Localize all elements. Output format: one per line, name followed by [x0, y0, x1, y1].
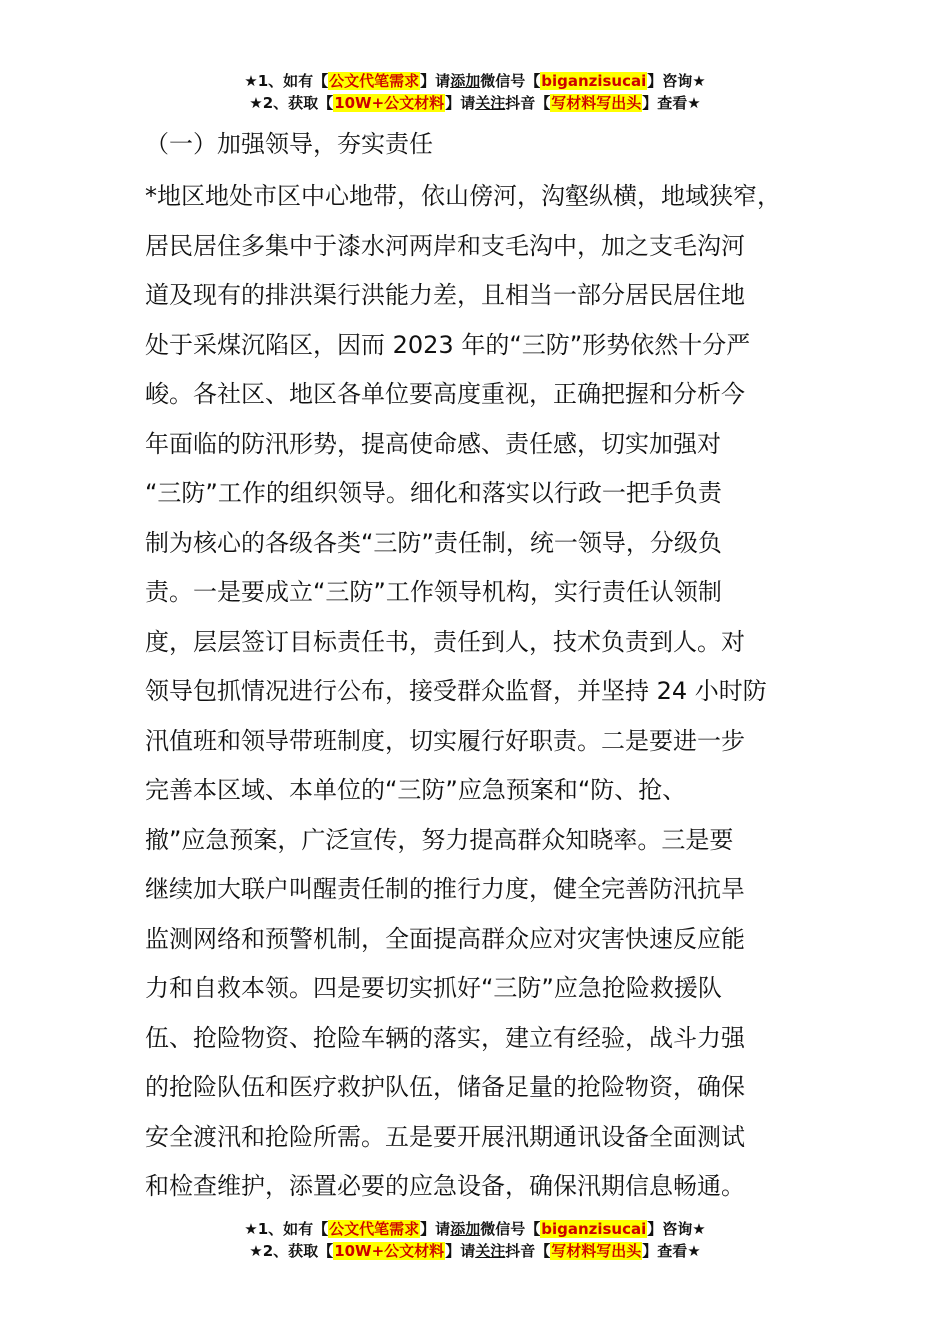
banner-highlight: 公文代笔需求 — [329, 1220, 420, 1238]
paragraph-line: 道及现有的排洪渠行洪能力差，且相当一部分居民居住地 — [145, 281, 745, 309]
paragraph-line: 领导包抓情况进行公布，接受群众监督，并坚持 24 小时防 — [145, 677, 767, 705]
paragraph-line: 制为核心的各级各类“三防”责任制，统一领导，分级负 — [145, 528, 722, 557]
paragraph-line: 年面临的防汛形势，提高使命感、责任感，切实加强对 — [145, 429, 721, 458]
banner-text: ★2、获取【 — [249, 1242, 334, 1260]
banner-highlight: 写材料写出头 — [551, 1242, 642, 1260]
paragraph-line: 度，层层签订目标责任书，责任到人，技术负责到人。对 — [145, 627, 745, 656]
section-heading: （一）加强领导，夯实责任 — [145, 130, 433, 158]
banner-highlight: 公文代笔需求 — [329, 72, 420, 90]
banner-line-2 — [0, 92, 950, 114]
banner-highlight: biganzisucai — [541, 72, 647, 90]
paragraph-line: 安全渡汛和抢险所需。五是要开展汛期通讯设备全面测试 — [145, 1122, 745, 1151]
document-body — [145, 122, 835, 1212]
banner-text: ★1、如有【 — [244, 72, 329, 90]
paragraph-line: *地区地处市区中心地带，依山傍河，沟壑纵横，地域狭窄， — [145, 182, 781, 210]
banner-highlight: biganzisucai — [541, 1220, 647, 1238]
paragraph-line: 伍、抢险物资、抢险车辆的落实，建立有经验，战斗力强 — [145, 1023, 745, 1052]
paragraph-line: 完善本区域、本单位的“三防”应急预案和“防、抢、 — [145, 776, 687, 804]
banner-underlined-text: 关注 — [475, 1242, 506, 1260]
banner-text: 】请 — [420, 72, 451, 90]
banner-text: 抖音【 — [505, 94, 551, 112]
banner-text: 】请 — [420, 1220, 451, 1238]
paragraph-line: 撤”应急预案，广泛宣传，努力提高群众知晓率。三是要 — [145, 825, 734, 854]
paragraph-line: “三防”工作的组织领导。细化和落实以行政一把手负责 — [145, 479, 722, 507]
paragraph-line: 居民居住多集中于漆水河两岸和支毛沟中，加之支毛沟河 — [145, 231, 745, 260]
banner-highlight: 10W+公文材料 — [334, 1242, 445, 1260]
paragraph-line: 峻。各社区、地区各单位要高度重视，正确把握和分析今 — [145, 380, 745, 408]
paragraph — [145, 172, 835, 1212]
banner-underlined-text: 添加 — [450, 72, 481, 90]
banner-text: ★1、如有【 — [244, 1220, 329, 1238]
banner-line-1 — [0, 1218, 950, 1240]
paragraph-line: 责。一是要成立“三防”工作领导机构，实行责任认领制 — [145, 578, 722, 606]
banner-text: 】查看★ — [642, 1242, 701, 1260]
banner-highlight: 写材料写出头 — [551, 94, 642, 112]
paragraph-line: 汛值班和领导带班制度，切实履行好职责。二是要进一步 — [145, 726, 745, 755]
banner-text: 】咨询★ — [647, 1220, 706, 1238]
banner-text: 微信号【 — [480, 1220, 541, 1238]
paragraph-line: 处于采煤沉陷区，因而 2023 年的“三防”形势依然十分严 — [145, 330, 751, 359]
banner-line-1 — [0, 70, 950, 92]
paragraph-line: 监测网络和预警机制，全面提高群众应对灾害快速反应能 — [145, 924, 745, 953]
banner-text: 】请 — [445, 1242, 476, 1260]
paragraph-line: 和检查维护，添置必要的应急设备，确保汛期信息畅通。 — [145, 1172, 745, 1200]
banner-highlight: 10W+公文材料 — [334, 94, 445, 112]
paragraph-line: 的抢险队伍和医疗救护队伍，储备足量的抢险物资，确保 — [145, 1073, 745, 1101]
banner-line-2 — [0, 1240, 950, 1262]
banner-text: 】查看★ — [642, 94, 701, 112]
banner-text: 】咨询★ — [647, 72, 706, 90]
banner-text: 】请 — [445, 94, 476, 112]
banner-text: 抖音【 — [505, 1242, 551, 1260]
banner-underlined-text: 添加 — [450, 1220, 481, 1238]
bottom-banner — [0, 1218, 950, 1262]
banner-text: 微信号【 — [480, 72, 541, 90]
paragraph-line: 继续加大联户叫醒责任制的推行力度，健全完善防汛抗旱 — [145, 875, 745, 903]
banner-text: ★2、获取【 — [249, 94, 334, 112]
top-banner — [0, 70, 950, 114]
paragraph-line: 力和自救本领。四是要切实抓好“三防”应急抢险救援队 — [145, 974, 722, 1002]
banner-underlined-text: 关注 — [475, 94, 506, 112]
